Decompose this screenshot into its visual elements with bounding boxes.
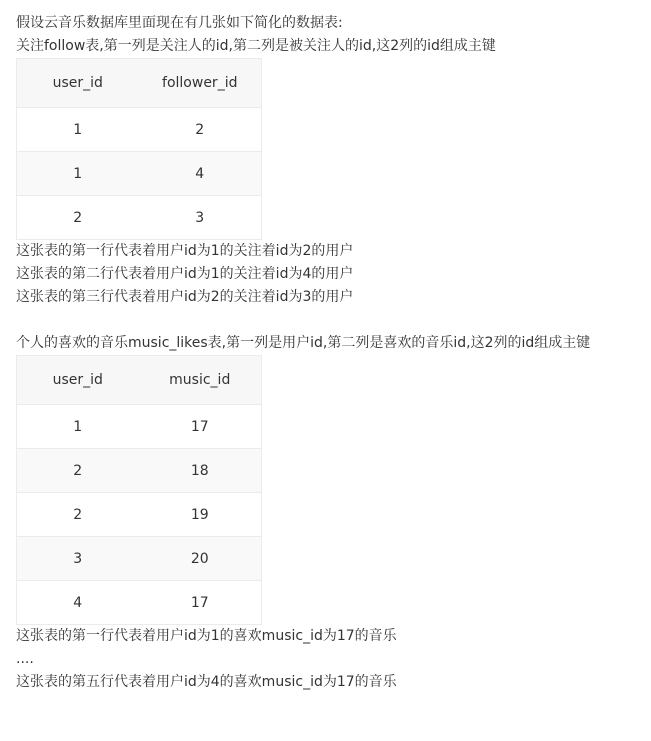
table-row: [17, 581, 262, 625]
follow-note-3: 这张表的第三行代表着用户id为2的关注着id为3的用户: [16, 289, 354, 305]
table-cell: 17: [139, 581, 262, 625]
table-header-row: [17, 356, 262, 405]
table-row: [17, 152, 262, 196]
music-note-1: 这张表的第一行代表着用户id为1的喜欢music_id为17的音乐: [16, 628, 397, 644]
table-row: [17, 537, 262, 581]
table-cell: 3: [139, 196, 262, 240]
music-note-5: 这张表的第五行代表着用户id为4的喜欢music_id为17的音乐: [16, 674, 397, 690]
table-row: [17, 405, 262, 449]
table-cell: 1: [17, 152, 139, 196]
music-note-ellipsis: ....: [16, 651, 34, 667]
column-header: music_id: [139, 356, 262, 405]
music-likes-table: [16, 355, 262, 625]
table-cell: 18: [139, 449, 262, 493]
table-cell: 19: [139, 493, 262, 537]
follow-note-1: 这张表的第一行代表着用户id为1的关注着id为2的用户: [16, 243, 354, 259]
table-cell: 2: [17, 449, 139, 493]
music-likes-intro: 个人的喜欢的音乐music_likes表,第一列是用户id,第二列是喜欢的音乐id,这2列的id组成主键: [16, 335, 591, 351]
table-cell: 4: [17, 581, 139, 625]
intro-line-1: 假设云音乐数据库里面现在有几张如下简化的数据表:: [16, 15, 343, 31]
table-row: [17, 108, 262, 152]
table-cell: 2: [17, 196, 139, 240]
follow-note-2: 这张表的第二行代表着用户id为1的关注着id为4的用户: [16, 266, 354, 282]
table-header-row: [17, 59, 262, 108]
follow-table: [16, 58, 262, 240]
column-header: user_id: [17, 356, 139, 405]
table-cell: 1: [17, 108, 139, 152]
column-header: user_id: [17, 59, 139, 108]
table-row: [17, 196, 262, 240]
table-cell: 17: [139, 405, 262, 449]
table-cell: 4: [139, 152, 262, 196]
table-cell: 2: [139, 108, 262, 152]
table-cell: 3: [17, 537, 139, 581]
spacer: [16, 309, 646, 332]
column-header: follower_id: [139, 59, 262, 108]
table-cell: 2: [17, 493, 139, 537]
table-cell: 1: [17, 405, 139, 449]
table-cell: 20: [139, 537, 262, 581]
table-row: [17, 449, 262, 493]
intro-line-2: 关注follow表,第一列是关注人的id,第二列是被关注人的id,这2列的id组成主键: [16, 38, 496, 54]
document-body: [16, 12, 646, 694]
table-row: [17, 493, 262, 537]
